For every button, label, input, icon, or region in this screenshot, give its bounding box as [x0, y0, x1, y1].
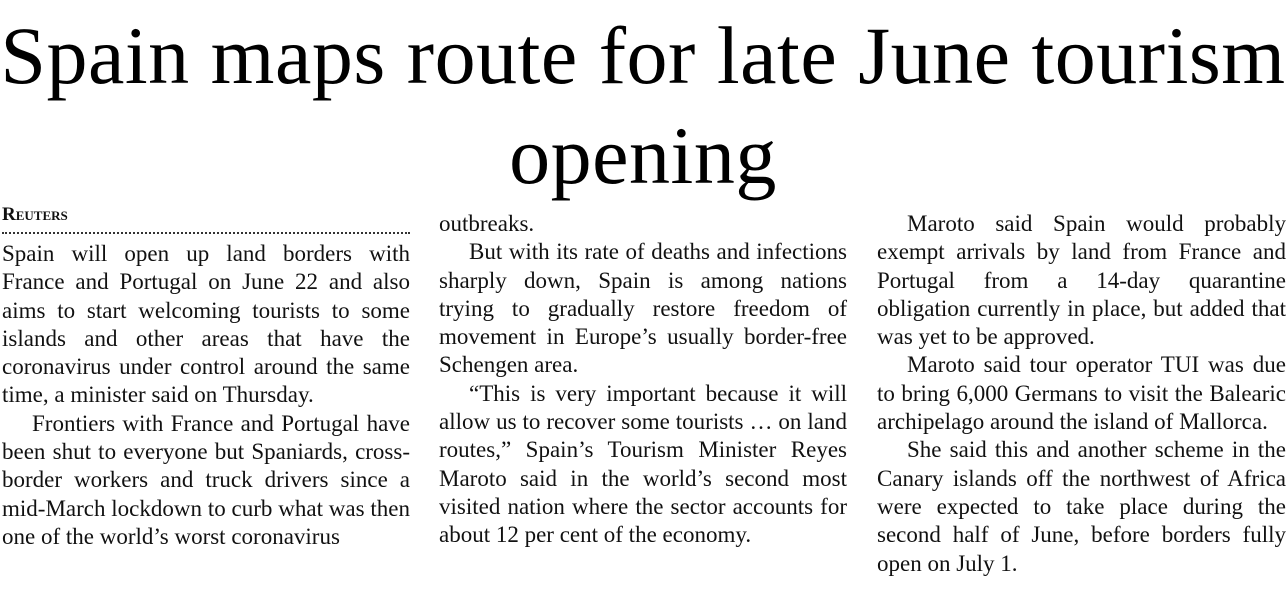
byline: Reuters	[2, 202, 410, 234]
paragraph: But with its rate of deaths and infections sharply down, Spain is among nations trying to gradually restore freedom of movement in Europe’s usually border-free Schengen area.	[439, 239, 847, 378]
paragraph: Spain will open up land borders with France and Portugal on June 22 and also aims to start welcoming tourists to some islands and other areas that have the coronavirus under control around the same time, a minister said on Thursday.	[2, 241, 410, 408]
paragraph: Maroto said Spain would probably exempt arrivals by land from France and Portugal from a 14-day quarantine obligation currently in place, but added that was yet to be approved.	[877, 211, 1286, 350]
paragraph: Maroto said tour operator TUI was due to bring 6,000 Germans to visit the Balearic archipelago around the island of Mallorca.	[877, 352, 1286, 435]
paragraph: Frontiers with France and Portugal have been shut to everyone but Spaniards, cross-border workers and truck drivers since a mid-March lockdown to curb what was then one of the world’s worst coronavirus	[2, 410, 410, 549]
paragraph: outbreaks.	[439, 211, 535, 236]
article-column-2	[439, 210, 847, 550]
article-column-3	[877, 210, 1286, 578]
headline: Spain maps route for late June tourism opening	[0, 10, 1286, 201]
article-column-1	[2, 202, 410, 551]
paragraph: “This is very important because it will allow us to recover some tourists … on land routes,” Spain’s Tourism Minister Reyes Maroto said in the world’s second most visited nation where the sector accounts for about 12 per cent of the economy.	[439, 380, 847, 548]
paragraph: She said this and another scheme in the Canary islands off the northwest of Africa were expected to take place during the second half of June, before borders fully open on July 1.	[877, 437, 1286, 576]
